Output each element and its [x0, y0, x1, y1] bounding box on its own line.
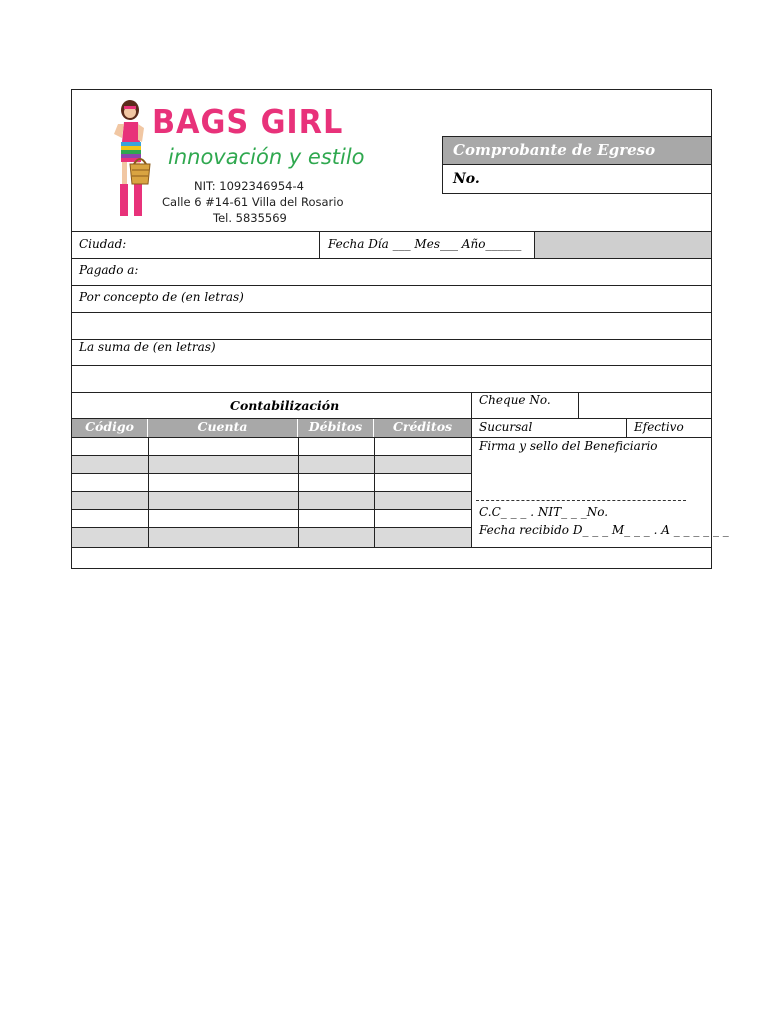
concept-label: Por concepto de (en letras): [79, 290, 244, 304]
brand-nit: NIT: 1092346954-4: [194, 179, 304, 193]
col-header-codigo: Código: [72, 418, 148, 437]
voucher-title: Comprobante de Egreso: [443, 137, 711, 165]
voucher-title-box: [442, 136, 712, 194]
city-label: Ciudad:: [79, 237, 127, 251]
date-shaded-cell: [535, 232, 711, 258]
table-row: [72, 527, 471, 547]
col-header-debitos: Débitos: [298, 418, 374, 437]
branch-label: Sucursal: [479, 420, 533, 434]
brand-name: BAGS GIRL: [152, 102, 344, 141]
table-row: [72, 509, 471, 527]
brand-address: Calle 6 #14-61 Villa del Rosario: [162, 195, 344, 209]
col-header-cuenta: Cuenta: [148, 418, 298, 437]
signature-label: Firma y sello del Beneficiario: [479, 439, 658, 453]
table-row: [72, 473, 471, 491]
id-number-label: C.C_ _ _ . NIT_ _ _No.: [479, 505, 609, 519]
signature-line: [476, 500, 686, 501]
brand-phone: Tel. 5835569: [213, 211, 287, 225]
voucher-number-label: No.: [453, 171, 480, 187]
received-date-label: Fecha recibido D_ _ _ M_ _ _ . A _ _ _ _ _ _: [479, 523, 729, 537]
cash-label: Efectivo: [634, 420, 684, 434]
accounting-title: Contabilización: [230, 398, 340, 413]
table-row: [72, 437, 471, 455]
girl-illustration: [104, 98, 154, 226]
col-header-creditos: Créditos: [374, 418, 471, 437]
table-row: [72, 455, 471, 473]
cheque-label: Cheque No.: [479, 393, 551, 407]
expense-voucher-form: [71, 89, 729, 569]
sum-label: La suma de (en letras): [79, 340, 216, 354]
paid-to-label: Pagado a:: [79, 263, 139, 277]
date-label: Fecha Día ___ Mes___ Año______: [328, 237, 522, 251]
table-row: [72, 491, 471, 509]
brand-tagline: innovación y estilo: [168, 145, 365, 169]
